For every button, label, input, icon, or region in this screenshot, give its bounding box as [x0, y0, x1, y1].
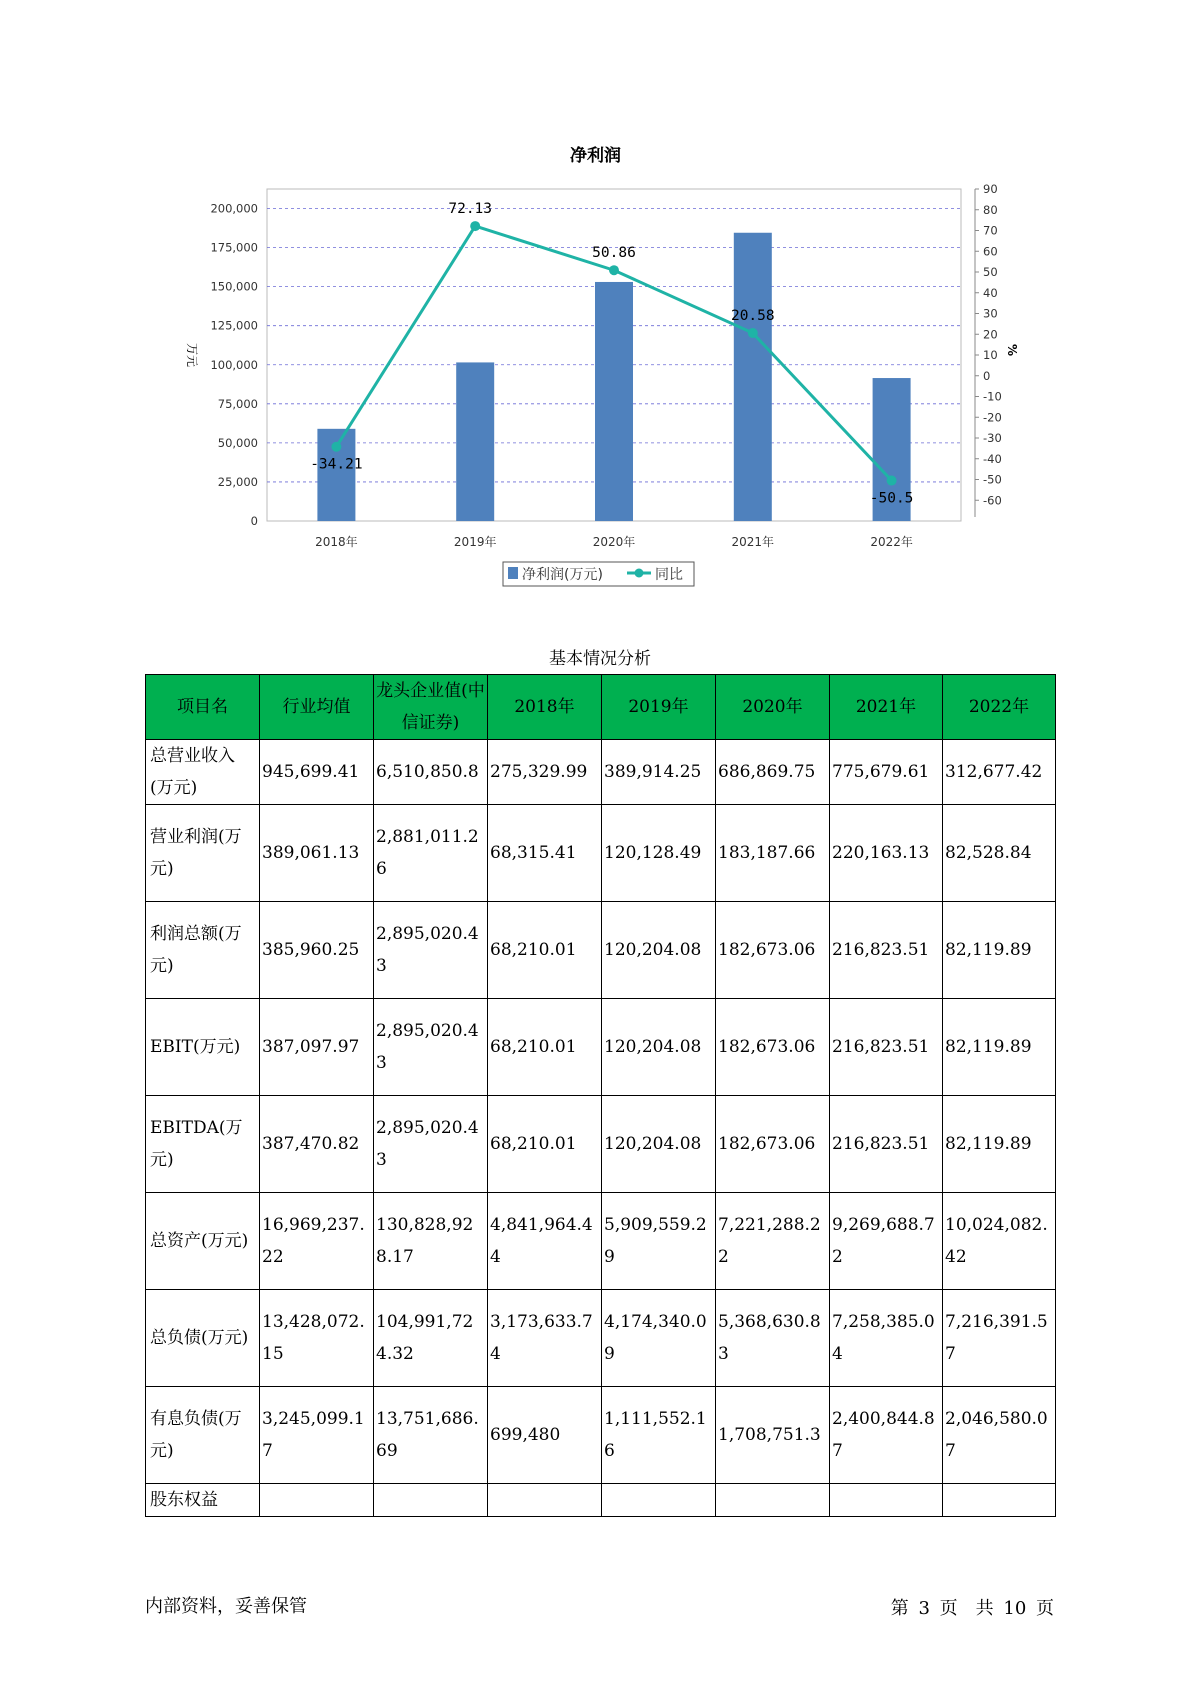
x-tick-label: 2019年: [453, 535, 497, 549]
table-cell: 5,909,559.29: [602, 1193, 716, 1290]
y-tick-label: 50,000: [217, 435, 258, 450]
table-cell: 3,173,633.74: [488, 1290, 602, 1387]
table-cell: 945,699.41: [260, 740, 374, 805]
bar: [456, 362, 494, 521]
table-cell: 699,480: [488, 1387, 602, 1484]
table-header-cell: 2018年: [488, 675, 602, 740]
y2-tick-label: 0: [983, 368, 991, 383]
y2-tick-label: 90: [983, 182, 998, 196]
table-cell: 7,221,288.22: [716, 1193, 830, 1290]
table-cell: 3,245,099.17: [260, 1387, 374, 1484]
y2-tick-label: 80: [983, 202, 998, 217]
table-cell: 182,673.06: [716, 999, 830, 1096]
legend-swatch-bar: [508, 567, 518, 579]
table-cell: 183,187.66: [716, 805, 830, 902]
table-cell: 120,204.08: [602, 999, 716, 1096]
table-cell: 5,368,630.83: [716, 1290, 830, 1387]
y-tick-label: 25,000: [217, 474, 258, 489]
table-cell: 6,510,850.8: [374, 740, 488, 805]
row-label: 总负债(万元): [146, 1290, 260, 1387]
table-cell: 216,823.51: [830, 902, 943, 999]
row-label: 营业利润(万元): [146, 805, 260, 902]
table-cell: 389,061.13: [260, 805, 374, 902]
table-row: [146, 1193, 1056, 1290]
legend-label-bar: 净利润(万元): [522, 567, 603, 583]
table-cell: 13,428,072.15: [260, 1290, 374, 1387]
table-cell: 9,269,688.72: [830, 1193, 943, 1290]
x-tick-label: 2022年: [870, 535, 913, 549]
footer-confidential: 内部资料，妥善保管: [145, 1596, 307, 1617]
table-cell: 4,174,340.09: [602, 1290, 716, 1387]
table-cell: 82,528.84: [943, 805, 1056, 902]
row-label: 股东权益: [146, 1484, 260, 1517]
y-tick-label: 200,000: [210, 201, 258, 216]
legend-swatch-point: [635, 569, 644, 578]
table-cell: 82,119.89: [943, 999, 1056, 1096]
table-cell: 120,128.49: [602, 805, 716, 902]
bar: [595, 282, 633, 521]
table-header-cell: 项目名: [146, 675, 260, 740]
yoy-data-label: -34.21: [310, 456, 363, 473]
y2-axis-label: %: [1005, 343, 1019, 357]
table-cell: 1,111,552.16: [602, 1387, 716, 1484]
yoy-point: [331, 442, 341, 452]
table-cell: 120,204.08: [602, 902, 716, 999]
yoy-data-label: 20.58: [730, 308, 775, 325]
table-cell: 2,400,844.87: [830, 1387, 943, 1484]
table-cell: 1,708,751.3: [716, 1387, 830, 1484]
row-label: EBIT(万元): [146, 999, 260, 1096]
bar: [734, 233, 772, 521]
table-cell: 68,210.01: [488, 999, 602, 1096]
table-cell: 2,895,020.43: [374, 1096, 488, 1193]
table-header-cell: 行业均值: [260, 675, 374, 740]
yoy-data-label: 50.86: [592, 245, 636, 262]
table-cell: 7,258,385.04: [830, 1290, 943, 1387]
table-cell: 120,204.08: [602, 1096, 716, 1193]
table-cell: 220,163.13: [830, 805, 943, 902]
row-label: 总营业收入(万元): [146, 740, 260, 805]
table-cell: 68,315.41: [488, 805, 602, 902]
table-cell: 130,828,928.17: [374, 1193, 488, 1290]
table-cell: 2,881,011.26: [374, 805, 488, 902]
yoy-data-label: -50.5: [869, 490, 914, 507]
table-cell: 385,960.25: [260, 902, 374, 999]
legend-label-line: 同比: [655, 567, 683, 583]
y-tick-label: 175,000: [210, 240, 258, 255]
table-row: [146, 805, 1056, 902]
table-cell: 387,470.82: [260, 1096, 374, 1193]
table-header-cell: 2022年: [943, 675, 1056, 740]
table-cell: 387,097.97: [260, 999, 374, 1096]
table-cell: [602, 1484, 716, 1517]
table-cell: 13,751,686.69: [374, 1387, 488, 1484]
table-cell: [260, 1484, 374, 1517]
yoy-point: [470, 221, 480, 231]
y-tick-label: 75,000: [217, 396, 258, 411]
table-cell: 2,895,020.43: [374, 902, 488, 999]
table-caption: 基本情况分析: [549, 649, 651, 669]
table-row: [146, 1290, 1056, 1387]
y2-tick-label: 50: [983, 265, 998, 279]
y-tick-label: 100,000: [210, 357, 258, 372]
row-label: EBITDA(万元): [146, 1096, 260, 1193]
y2-tick-label: -10: [983, 389, 1002, 404]
chart-title: 净利润: [570, 146, 621, 166]
table-row: [146, 1387, 1056, 1484]
y-axis-label: 万元: [185, 342, 199, 368]
table-row: [146, 1484, 1056, 1517]
table-cell: 275,329.99: [488, 740, 602, 805]
table-cell: 68,210.01: [488, 1096, 602, 1193]
table-cell: 2,895,020.43: [374, 999, 488, 1096]
table-cell: [830, 1484, 943, 1517]
table-cell: 82,119.89: [943, 1096, 1056, 1193]
table-row: [146, 1096, 1056, 1193]
table-cell: 68,210.01: [488, 902, 602, 999]
y-tick-label: 150,000: [210, 279, 258, 294]
y2-tick-label: 60: [983, 244, 998, 259]
table-cell: 312,677.42: [943, 740, 1056, 805]
y2-tick-label: 40: [983, 285, 998, 300]
yoy-point: [609, 265, 619, 275]
y-tick-label: 125,000: [210, 318, 258, 333]
table-cell: [374, 1484, 488, 1517]
y2-tick-label: -60: [983, 493, 1002, 508]
table-cell: 182,673.06: [716, 902, 830, 999]
table-cell: 389,914.25: [602, 740, 716, 805]
table-header-cell: 2020年: [716, 675, 830, 740]
table-cell: 775,679.61: [830, 740, 943, 805]
y2-tick-label: 30: [983, 306, 998, 321]
footer-page-number: 第 3 页 共 10 页: [890, 1598, 1054, 1619]
y2-tick-label: -20: [983, 410, 1002, 425]
table-cell: 216,823.51: [830, 1096, 943, 1193]
y2-tick-label: 20: [983, 327, 998, 342]
table-header-cell: 2021年: [830, 675, 943, 740]
table-cell: 104,991,724.32: [374, 1290, 488, 1387]
x-tick-label: 2020年: [592, 535, 636, 549]
table-row: [146, 999, 1056, 1096]
table-cell: 4,841,964.44: [488, 1193, 602, 1290]
row-label: 有息负债(万元): [146, 1387, 260, 1484]
table-cell: 216,823.51: [830, 999, 943, 1096]
table-cell: 7,216,391.57: [943, 1290, 1056, 1387]
y2-tick-label: -40: [983, 451, 1002, 466]
y2-tick-label: -30: [983, 431, 1002, 445]
table-header-cell: 龙头企业值(中信证券): [374, 675, 488, 740]
table-cell: 16,969,237.22: [260, 1193, 374, 1290]
y2-tick-label: 70: [983, 223, 998, 238]
table-cell: 82,119.89: [943, 902, 1056, 999]
x-tick-label: 2021年: [731, 535, 775, 549]
yoy-point: [887, 476, 897, 486]
table-cell: 182,673.06: [716, 1096, 830, 1193]
table-row: [146, 740, 1056, 805]
table-cell: [488, 1484, 602, 1517]
table-cell: [716, 1484, 830, 1517]
table-cell: 10,024,082.42: [943, 1193, 1056, 1290]
net-profit-chart: [0, 0, 1191, 600]
table-cell: 686,869.75: [716, 740, 830, 805]
y2-tick-label: -50: [983, 472, 1002, 487]
table-row: [146, 902, 1056, 999]
table-header-cell: 2019年: [602, 675, 716, 740]
table-cell: [943, 1484, 1056, 1517]
yoy-data-label: 72.13: [448, 201, 493, 218]
x-tick-label: 2018年: [315, 535, 358, 549]
basic-analysis-table: [145, 674, 1056, 1517]
table-cell: 2,046,580.07: [943, 1387, 1056, 1484]
y2-tick-label: 10: [983, 348, 998, 362]
table-header-row: [146, 675, 1056, 740]
row-label: 利润总额(万元): [146, 902, 260, 999]
row-label: 总资产(万元): [146, 1193, 260, 1290]
yoy-point: [748, 328, 758, 338]
y-tick-label: 0: [250, 514, 258, 528]
